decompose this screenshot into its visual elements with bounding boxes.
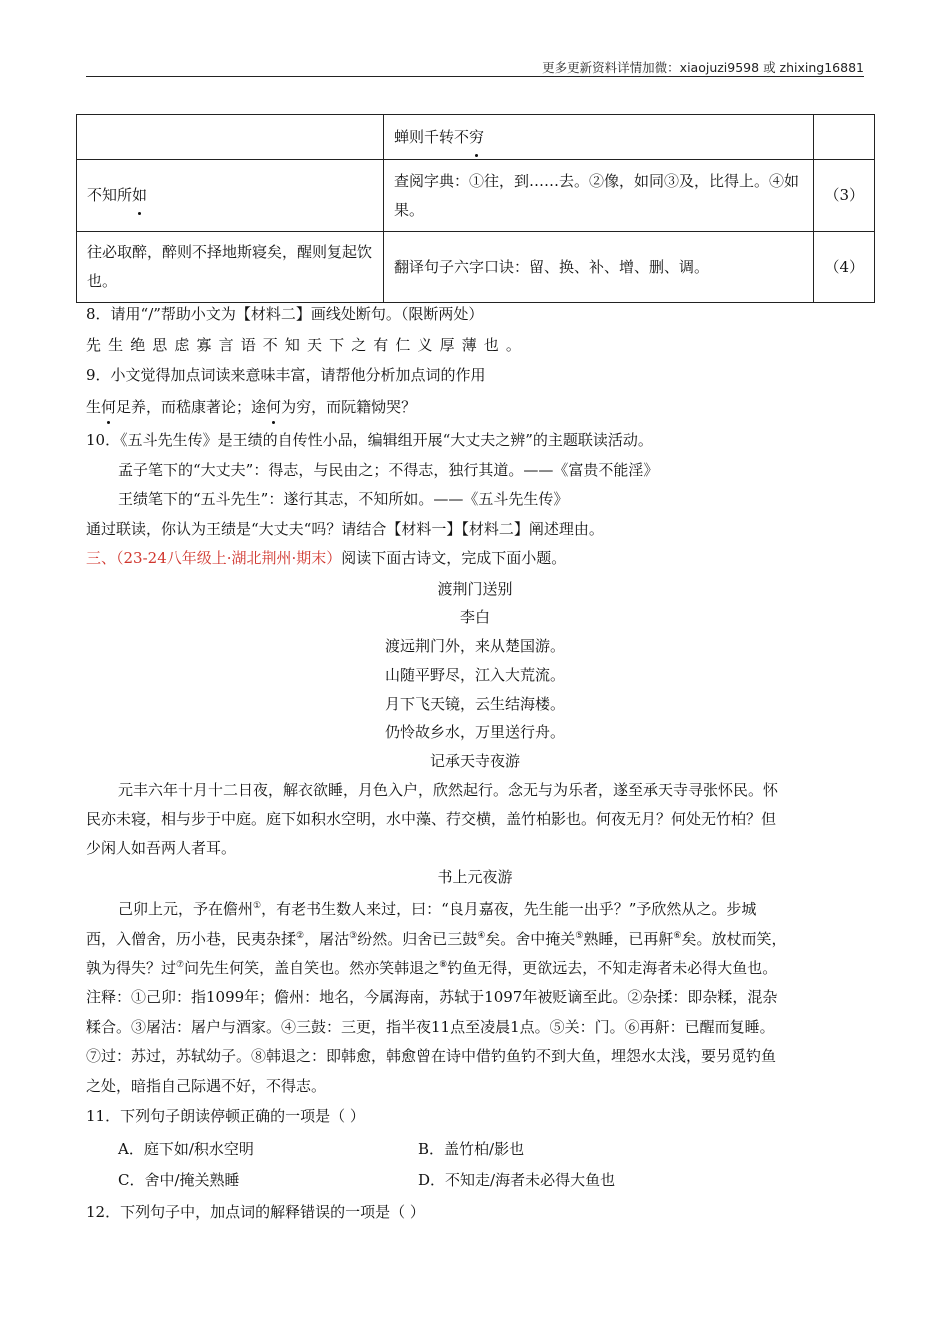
- table-cell: 往必取醉，醉则不择地斯寝矣，醒则复起饮也。: [77, 232, 384, 303]
- question-9-sentence: 生何足养，而嵇康著论；途何为穷，而阮籍恸哭？: [86, 395, 416, 419]
- option-b[interactable]: B．盖竹柏/影也: [418, 1140, 525, 1158]
- prose-1-line: 少闲人如吾两人者耳。: [86, 839, 237, 857]
- question-9-prompt: 9．小文觉得加点词读来意味丰富，请帮他分析加点词的作用: [86, 366, 486, 384]
- dotted-char: 如: [132, 181, 147, 210]
- question-11-prompt: 11．下列句子朗读停顿正确的一项是（ ）: [86, 1107, 365, 1125]
- question-10-ask: 通过联读，你认为王绩是“大丈夫“吗？请结合【材料一】【材料二】阐述理由。: [86, 520, 604, 538]
- question-8-prompt: 8．请用“/”帮助小文为【材料二】画线处断句。（限断两处）: [86, 305, 484, 323]
- table-row: [77, 232, 875, 303]
- option-a[interactable]: A．庭下如/积水空明: [118, 1140, 254, 1158]
- table-row: [77, 115, 875, 160]
- prose-1-line: 元丰六年十月十二日夜，解衣欲睡，月色入户，欣然起行。念无与为乐者，遂至承天寺寻张怀民。怀: [118, 781, 779, 799]
- notes-line: 之处，暗指自己际遇不好，不得志。: [86, 1077, 327, 1095]
- poem-title: 渡荆门送别: [437, 580, 513, 598]
- dotted-char: 何: [266, 395, 281, 419]
- table-cell: 翻译句子六字口诀：留、换、补、增、删、调。: [384, 232, 814, 303]
- notes-line: ⑦过：苏过，苏轼幼子。⑧韩退之：即韩愈，韩愈曾在诗中借钓鱼钓不到大鱼，埋怨水太浅，要另觅钓鱼: [86, 1047, 777, 1065]
- question-10-quote-2: 王绩笔下的“五斗先生”：遂行其志，不知所如。——《五斗先生传》: [118, 490, 569, 508]
- table-cell: （3）: [814, 160, 875, 232]
- section-3-heading: 三、（23-24八年级上·湖北荆州·期末）阅读下面古诗文，完成下面小题。: [86, 549, 567, 567]
- table-cell: （4）: [814, 232, 875, 303]
- dotted-char: 穷: [469, 123, 484, 152]
- prose-2-line: 孰为得失？过⑦问先生何笑，盖自笑也。然亦笑韩退之⑧钓鱼无得，更欲远去，不知走海者未必得大鱼也。: [86, 959, 778, 977]
- header-rule: [86, 76, 864, 77]
- question-10-quote-1: 孟子笔下的“大丈夫”：得志，与民由之；不得志，独行其道。——《富贵不能淫》: [118, 461, 659, 479]
- prose-1-line: 民亦未寝，相与步于中庭。庭下如积水空明，水中藻、荇交横，盖竹柏影也。何夜无月？何处无竹柏？但: [86, 810, 777, 828]
- notes-line: 注释：①己卯：指1099年；儋州：地名，今属海南，苏轼于1097年被贬谪至此。②杂揉：即杂糅，混杂: [86, 988, 778, 1006]
- table-cell: 不知所如: [77, 160, 384, 232]
- prose-2-line: 己卯上元，予在儋州①，有老书生数人来过，曰：“良月嘉夜，先生能一出乎？”予欣然从之。步城: [118, 900, 757, 918]
- option-d[interactable]: D．不知走/海者未必得大鱼也: [418, 1171, 616, 1189]
- poem-line: 仍怜故乡水，万里送行舟。: [384, 723, 565, 741]
- poem-line: 月下飞天镜，云生结海楼。: [384, 695, 565, 713]
- poem-line: 山随平野尽，江入大荒流。: [384, 666, 565, 684]
- question-8-sentence: 先生绝思虑寡言语不知天下之有仁义厚薄也。: [86, 336, 529, 354]
- poem-line: 渡远荆门外，来从楚国游。: [384, 637, 565, 655]
- table-cell: 蝉则千转不穷: [384, 115, 814, 160]
- prose-2-line: 西，入僧舍，历小巷，民夷杂揉②，屠沽③纷然。归舍已三鼓④矣。舍中掩关⑤熟睡，已再鼾⑥矣。放杖而笑，: [86, 930, 787, 948]
- prose-2-title: 书上元夜游: [437, 868, 513, 886]
- prose-1-title: 记承天寺夜游: [429, 752, 520, 770]
- table-row: [77, 160, 875, 232]
- option-c[interactable]: C．舍中/掩关熟睡: [118, 1171, 240, 1189]
- dotted-char: 何: [101, 395, 116, 419]
- table-cell: [77, 115, 384, 160]
- table-cell: 查阅字典：①往，到……去。②像，如同③及，比得上。④如果。: [384, 160, 814, 232]
- question-12-prompt: 12．下列句子中，加点词的解释错误的一项是（ ）: [86, 1203, 425, 1221]
- poem-author: 李白: [459, 608, 490, 626]
- notes-line: 糅合。③屠沽：屠户与酒家。④三鼓：三更，指半夜11点至凌晨1点。⑤关：门。⑥再鼾：已醒而复睡。: [86, 1018, 775, 1036]
- vocab-table: [76, 114, 875, 303]
- question-10-prompt: 10．《五斗先生传》是王绩的自传性小品，编辑组开展“大丈夫之辨”的主题联读活动。: [86, 431, 653, 449]
- page-header: 更多更新资料详情加微：xiaojuzi9598 或 zhixing16881: [542, 60, 864, 75]
- table-cell: [814, 115, 875, 160]
